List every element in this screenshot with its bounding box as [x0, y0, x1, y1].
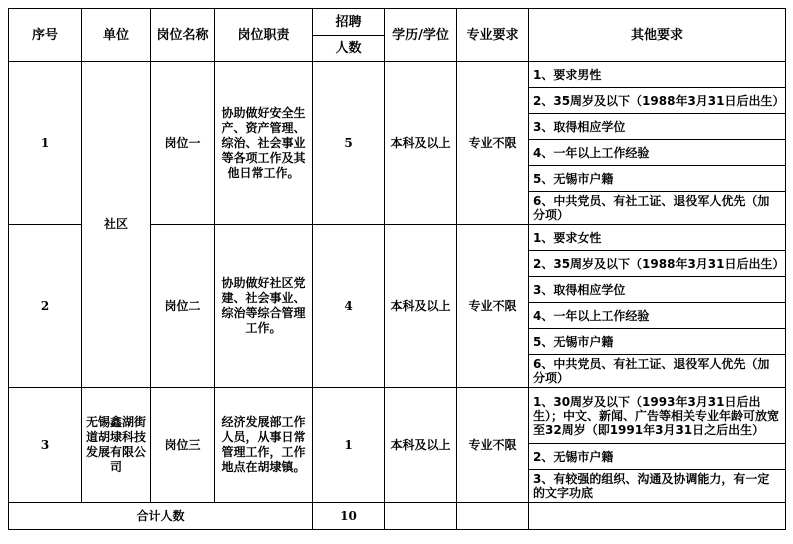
total-label: 合计人数: [9, 503, 313, 530]
row3-count: 1: [313, 388, 385, 503]
row1-count: 5: [313, 62, 385, 225]
header-edu: 学历/学位: [385, 9, 457, 62]
row2-req-2: 2、35周岁及以下（1988年3月31日后出生）: [529, 251, 786, 277]
row2-req-3: 3、取得相应学位: [529, 277, 786, 303]
header-major: 专业要求: [457, 9, 529, 62]
row1-req-4: 4、一年以上工作经验: [529, 140, 786, 166]
row2-req-6: 6、中共党员、有社工证、退役军人优先（加分项）: [529, 355, 786, 388]
total-row: [9, 503, 786, 530]
row1-major: 专业不限: [457, 62, 529, 225]
row1-req-5: 5、无锡市户籍: [529, 166, 786, 192]
row2-duty: 协助做好社区党建、社会事业、综治等综合管理工作。: [215, 225, 313, 388]
row2-req-4: 4、一年以上工作经验: [529, 303, 786, 329]
row1-req-1: 1、要求男性: [529, 62, 786, 88]
row1-req-3: 3、取得相应学位: [529, 114, 786, 140]
total-empty-edu: [385, 503, 457, 530]
row2-major: 专业不限: [457, 225, 529, 388]
row1-req-6: 6、中共党员、有社工证、退役军人优先（加分项）: [529, 192, 786, 225]
table-row: [9, 388, 786, 444]
row3-post: 岗位三: [151, 388, 215, 503]
row3-req-2: 2、无锡市户籍: [529, 444, 786, 470]
header-recruit-line1: 招聘: [313, 9, 385, 36]
row3-seq: 3: [9, 388, 82, 503]
row3-req-3: 3、有较强的组织、沟通及协调能力，有一定的文字功底: [529, 470, 786, 503]
header-post-name: 岗位名称: [151, 9, 215, 62]
row3-req-1: 1、30周岁及以下（1993年3月31日后出生）；中文、新闻、广告等相关专业年龄可放宽至32周岁（即1991年3月31日之后出生）: [529, 388, 786, 444]
table-row: [9, 62, 786, 88]
total-empty-major: [457, 503, 529, 530]
header-recruit-line2: 人数: [313, 36, 385, 62]
row1-duty: 协助做好安全生产、资产管理、综治、社会事业等各项工作及其他日常工作。: [215, 62, 313, 225]
row2-count: 4: [313, 225, 385, 388]
row1-edu: 本科及以上: [385, 62, 457, 225]
header-other: 其他要求: [529, 9, 786, 62]
row1-seq: 1: [9, 62, 82, 225]
row1-post: 岗位一: [151, 62, 215, 225]
row2-post: 岗位二: [151, 225, 215, 388]
row2-req-5: 5、无锡市户籍: [529, 329, 786, 355]
row3-unit: 无锡鑫湖街道胡埭科技发展有限公司: [82, 388, 151, 503]
header-duty: 岗位职责: [215, 9, 313, 62]
row2-edu: 本科及以上: [385, 225, 457, 388]
row1-req-2: 2、35周岁及以下（1988年3月31日后出生）: [529, 88, 786, 114]
row2-req-1: 1、要求女性: [529, 225, 786, 251]
row2-seq: 2: [9, 225, 82, 388]
recruitment-table: [8, 8, 786, 530]
shared-unit: 社区: [82, 62, 151, 388]
total-count: 10: [313, 503, 385, 530]
row3-duty: 经济发展部工作人员，从事日常管理工作，工作地点在胡埭镇。: [215, 388, 313, 503]
row3-edu: 本科及以上: [385, 388, 457, 503]
header-seq: 序号: [9, 9, 82, 62]
header-unit: 单位: [82, 9, 151, 62]
total-empty-other: [529, 503, 786, 530]
row3-major: 专业不限: [457, 388, 529, 503]
